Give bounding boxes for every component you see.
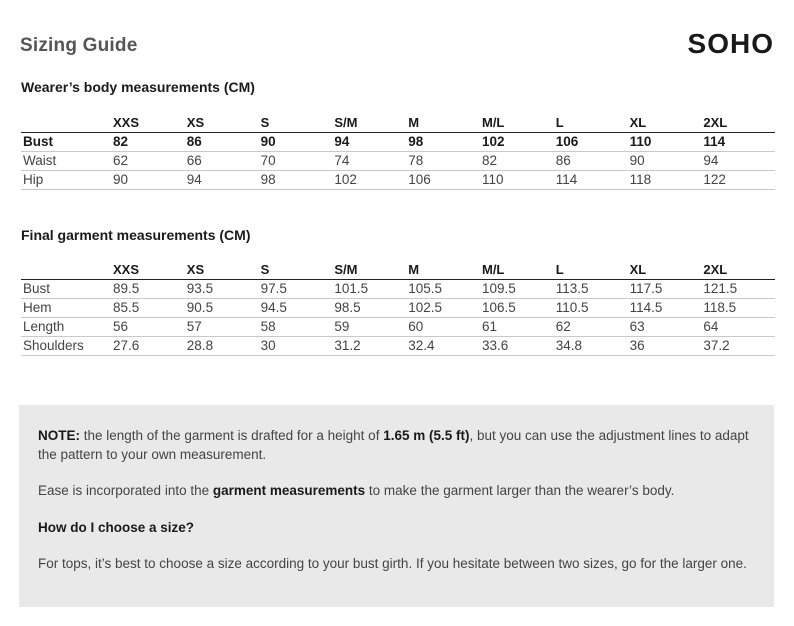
table-cell: 64 <box>703 319 719 334</box>
garment-measurements-title: Final garment measurements (CM) <box>21 227 251 243</box>
note-text: the length of the garment is drafted for a height of <box>80 428 384 443</box>
table-header-row <box>21 261 775 280</box>
note-height: 1.65 m (5.5 ft) <box>383 428 470 443</box>
table-cell: 90.5 <box>186 300 214 315</box>
table-row <box>21 299 775 318</box>
table-cell: 86 <box>186 134 202 149</box>
table-cell: 114 <box>555 172 578 187</box>
table-row <box>21 133 775 152</box>
table-cell: 93.5 <box>186 281 214 296</box>
table-row <box>21 337 775 356</box>
table-cell: 117.5 <box>629 281 663 296</box>
table-row <box>21 280 775 299</box>
row-label: Hem <box>23 300 52 315</box>
table-row <box>21 318 775 337</box>
ease-paragraph <box>38 482 754 501</box>
note-paragraph <box>38 427 754 464</box>
note-box <box>19 405 774 607</box>
table-cell: 94 <box>334 134 350 149</box>
row-label: Length <box>23 319 65 334</box>
row-label: Bust <box>23 134 53 149</box>
size-header: XS <box>186 115 205 130</box>
table-cell: 78 <box>408 153 424 168</box>
table-cell: 82 <box>481 153 498 168</box>
size-header: S <box>260 115 270 130</box>
table-cell: 59 <box>334 319 350 334</box>
row-label: Hip <box>23 172 44 187</box>
size-header: L <box>555 262 564 277</box>
size-header: L <box>555 115 564 130</box>
table-cell: 109.5 <box>481 281 516 296</box>
body-measurements-table <box>21 114 775 190</box>
row-label: Bust <box>23 281 51 296</box>
table-cell: 102 <box>481 134 505 149</box>
table-cell: 36 <box>629 338 645 353</box>
table-cell: 98.5 <box>334 300 361 315</box>
header-label-cell <box>21 114 111 133</box>
row-label: Waist <box>23 153 57 168</box>
table-cell: 61 <box>481 319 498 334</box>
note-label: NOTE: <box>38 428 80 443</box>
ease-text: Ease is incorporated into the <box>38 483 213 498</box>
table-header-row <box>21 114 775 133</box>
choose-size-text: For tops, it’s best to choose a size according to your bust girth. If you hesitate between two sizes, go for the larger one. <box>38 556 747 571</box>
size-header: XXS <box>113 262 140 277</box>
table-cell: 110.5 <box>555 300 589 315</box>
table-cell: 34.8 <box>555 338 583 353</box>
table-cell: 110 <box>481 172 504 187</box>
table-cell: 105.5 <box>408 281 442 296</box>
table-cell: 63 <box>629 319 645 334</box>
choose-size-heading: How do I choose a size? <box>38 519 195 535</box>
size-header: M <box>408 262 420 277</box>
table-cell: 62 <box>555 319 571 334</box>
ease-text: to make the garment larger than the wearer’s body. <box>365 483 675 498</box>
size-header: XS <box>186 262 205 277</box>
table-cell: 106.5 <box>481 300 516 315</box>
body-measurements-title: Wearer’s body measurements (CM) <box>21 79 255 95</box>
table-cell: 70 <box>260 153 276 168</box>
table-cell: 66 <box>186 153 202 168</box>
table-cell: 90 <box>629 153 645 168</box>
page-title: Sizing Guide <box>20 35 138 56</box>
table-cell: 98 <box>408 134 424 149</box>
table-cell: 102.5 <box>408 300 442 315</box>
table-cell: 33.6 <box>481 338 509 353</box>
size-header: M/L <box>481 115 505 130</box>
ease-bold: garment measurements <box>212 483 366 498</box>
size-header: 2XL <box>703 262 728 277</box>
table-cell: 74 <box>334 153 350 168</box>
brand-logo: SOHO <box>687 28 774 59</box>
table-cell: 97.5 <box>260 281 287 296</box>
table-cell: 86 <box>555 153 571 168</box>
table-cell: 31.2 <box>334 338 361 353</box>
table-cell: 98 <box>260 172 276 187</box>
note-text: , but you can use the adjustment lines to adapt the pattern to your own measurement. <box>38 428 749 462</box>
table-cell: 110 <box>629 134 652 149</box>
size-header: M/L <box>481 262 505 277</box>
table-cell: 106 <box>408 172 431 187</box>
table-cell: 118 <box>629 172 652 187</box>
table-cell: 27.6 <box>113 338 140 353</box>
table-cell: 94.5 <box>260 300 287 315</box>
size-header: S/M <box>334 115 358 130</box>
table-row <box>21 152 775 171</box>
table-cell: 89.5 <box>113 281 140 296</box>
header-label-cell <box>21 261 111 280</box>
table-cell: 114 <box>703 134 726 149</box>
size-header: S/M <box>334 262 358 277</box>
table-cell: 58 <box>260 319 276 334</box>
table-cell: 94 <box>186 172 202 187</box>
size-header: XXS <box>113 115 140 130</box>
table-cell: 94 <box>703 153 719 168</box>
table-cell: 101.5 <box>334 281 369 296</box>
table-cell: 114.5 <box>629 300 663 315</box>
table-cell: 32.4 <box>408 338 435 353</box>
table-cell: 90 <box>260 134 276 149</box>
size-header: M <box>408 115 420 130</box>
garment-measurements-table <box>21 261 775 356</box>
size-header: XL <box>629 115 647 130</box>
table-cell: 85.5 <box>113 300 140 315</box>
table-cell: 102 <box>334 172 357 187</box>
table-row <box>21 171 775 190</box>
size-header: 2XL <box>703 115 728 130</box>
table-cell: 56 <box>113 319 129 334</box>
table-cell: 113.5 <box>555 281 589 296</box>
table-cell: 30 <box>260 338 276 353</box>
table-cell: 57 <box>186 319 202 334</box>
table-cell: 60 <box>408 319 424 334</box>
table-cell: 106 <box>555 134 579 149</box>
table-cell: 37.2 <box>703 338 730 353</box>
table-cell: 90 <box>113 172 129 187</box>
table-cell: 122 <box>703 172 726 187</box>
size-header: XL <box>629 262 647 277</box>
table-cell: 118.5 <box>703 300 737 315</box>
table-cell: 82 <box>113 134 129 149</box>
row-label: Shoulders <box>23 338 84 353</box>
table-cell: 28.8 <box>186 338 214 353</box>
table-cell: 121.5 <box>703 281 738 296</box>
size-header: S <box>260 262 270 277</box>
table-cell: 62 <box>113 153 129 168</box>
